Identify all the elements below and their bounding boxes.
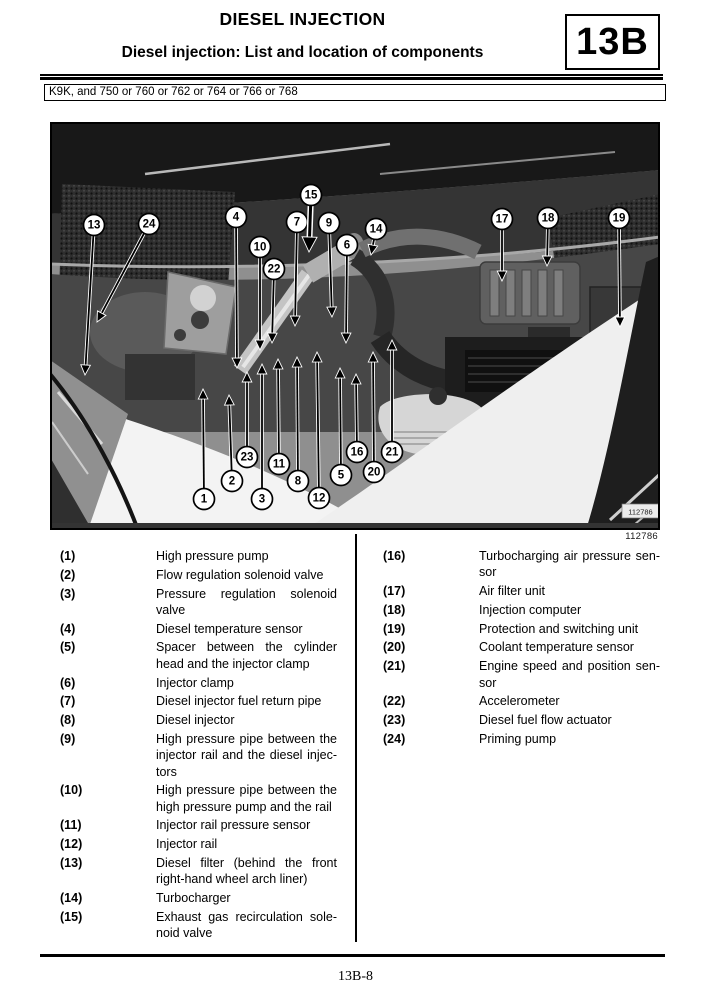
footer-rule [40, 954, 665, 957]
photo-id-label: 112786 [628, 507, 653, 517]
legend-item-number: (17) [383, 584, 406, 599]
legend-item-number: (20) [383, 640, 406, 655]
callout-number: 1 [200, 493, 208, 506]
legend-item-text: Accelerometer [479, 694, 560, 709]
legend-item-text: Injector rail [156, 837, 218, 852]
legend-item-text: High pressure pipe between the injector rail and the diesel injectors [156, 731, 337, 779]
legend-item-number: (4) [60, 621, 76, 636]
legend-item [383, 548, 660, 581]
legend-item [383, 658, 660, 691]
legend-item [60, 817, 337, 833]
legend-item-text: Diesel injector [156, 713, 235, 728]
legend-item-text: Coolant temperature sensor [479, 640, 634, 655]
callout-number: 2 [228, 475, 236, 488]
legend-item [383, 583, 660, 599]
legend-item-number: (3) [60, 586, 76, 601]
legend-item-number: (16) [383, 549, 406, 563]
callout-number: 19 [612, 212, 626, 225]
legend-item [383, 621, 660, 637]
legend-item-text: Turbocharging air pressure sensor [479, 549, 660, 580]
legend-item-number: (8) [60, 713, 76, 728]
legend-item-text: Flow regulation solenoid valve [156, 567, 324, 582]
header-rule-thin [40, 74, 663, 76]
legend-item-number: (7) [60, 694, 76, 709]
legend-item-number: (1) [60, 549, 76, 563]
legend-column-left [60, 548, 337, 944]
callout-number: 11 [272, 458, 286, 471]
oil-cap [190, 285, 216, 311]
callout-number: 6 [343, 239, 351, 252]
callout-number: 22 [267, 263, 281, 276]
engine-bay-figure [50, 122, 660, 530]
header-rule-thick [40, 77, 663, 80]
callout-number: 7 [293, 216, 301, 229]
pump-body [125, 354, 195, 400]
legend-item-text: High pressure pipe between the high pressure pump and the rail [156, 783, 337, 814]
legend-item-text: Priming pump [479, 731, 557, 746]
callout-number: 16 [350, 446, 364, 459]
callout-number: 12 [312, 492, 326, 505]
legend-item [60, 836, 337, 852]
callout-number: 17 [495, 213, 509, 226]
callout-number: 9 [325, 217, 333, 230]
legend-item [60, 621, 337, 637]
legend-item-text: Injector clamp [156, 675, 234, 690]
legend-item [60, 731, 337, 780]
legend-item-number: (2) [60, 567, 76, 582]
legend-item-number: (23) [383, 713, 406, 728]
legend-item-text: Protection and switching unit [479, 621, 639, 636]
legend-item-number: (10) [60, 783, 83, 798]
legend-item [383, 602, 660, 618]
legend-item-number: (6) [60, 675, 76, 690]
legend-item-text: High pressure pump [156, 549, 269, 563]
legend-item [383, 712, 660, 728]
legend-item [383, 731, 660, 747]
callout-number: 4 [232, 211, 240, 224]
page-subtitle: Diesel injection: List and location of components [121, 44, 484, 61]
section-code-box: 13B [565, 14, 660, 70]
legend-item [60, 712, 337, 728]
legend-item-number: (5) [60, 640, 76, 655]
legend-item [60, 548, 337, 564]
legend-item-text: Diesel fuel flow actuator [479, 713, 612, 728]
callout-number: 18 [541, 212, 555, 225]
callout-number: 5 [337, 469, 345, 482]
figure-number: 112786 [625, 531, 658, 542]
legend-item-number: (22) [383, 694, 406, 709]
legend-item-text: Diesel filter (behind the front right-hand wheel arch liner) [156, 856, 337, 887]
legend-item-text: Spacer between the cylinder head and the injector clamp [156, 640, 337, 671]
legend-item-number: (13) [60, 856, 83, 871]
callout-number: 20 [367, 466, 381, 479]
callout-number: 3 [258, 493, 266, 506]
legend-item-text: Diesel injector fuel return pipe [156, 694, 322, 709]
header [40, 0, 565, 62]
legend-item-number: (9) [60, 731, 76, 746]
legend-divider [355, 534, 357, 942]
legend-item-text: Injector rail pressure sensor [156, 818, 311, 833]
legend-item-number: (11) [60, 818, 82, 833]
legend-item-text: Pressure regulation solenoid valve [156, 586, 337, 617]
legend-item [60, 567, 337, 583]
legend-item-number: (14) [60, 891, 83, 906]
legend-item-number: (15) [60, 909, 83, 924]
legend-item [383, 693, 660, 709]
callout-number: 24 [142, 218, 156, 231]
callout-number: 23 [240, 451, 254, 464]
reservoir-cap [429, 387, 447, 405]
legend-item-number: (18) [383, 602, 406, 617]
legend-item-number: (19) [383, 621, 406, 636]
callout-number: 21 [385, 446, 399, 459]
legend-item [60, 586, 337, 619]
legend-item [60, 890, 337, 906]
legend-item-text: Turbocharger [156, 891, 231, 906]
callout-number: 8 [294, 475, 302, 488]
callout-number: 10 [253, 241, 267, 254]
legend-item-number: (12) [60, 837, 83, 852]
legend-item-text: Diesel temperature sensor [156, 621, 303, 636]
legend-item-number: (21) [383, 659, 406, 674]
bracket-hole2 [174, 329, 186, 341]
legend-item [60, 693, 337, 709]
legend-item [60, 782, 337, 815]
bracket-hole [191, 311, 209, 329]
legend-item [60, 855, 337, 888]
page-title: DIESEL INJECTION [219, 9, 386, 29]
callout-number: 15 [304, 189, 318, 202]
callout-number: 14 [369, 223, 383, 236]
legend-column-right [383, 548, 660, 750]
engine-photo [50, 122, 660, 530]
legend-item [383, 639, 660, 655]
page-number: 13B-8 [338, 969, 373, 984]
callout-number: 13 [87, 219, 101, 232]
legend-item [60, 909, 337, 942]
legend-item [60, 675, 337, 691]
legend-item-text: Air filter unit [479, 584, 545, 599]
engine-variant-bar: K9K, and 750 or 760 or 762 or 764 or 766 or 768 [44, 84, 666, 101]
legend-item-text: Exhaust gas recirculation solenoid valve [156, 909, 337, 941]
legend-item-number: (24) [383, 731, 406, 746]
legend-item-text: Injection computer [479, 602, 582, 617]
legend-item-text: Engine speed and position sensor [479, 659, 660, 690]
legend-item [60, 639, 337, 672]
